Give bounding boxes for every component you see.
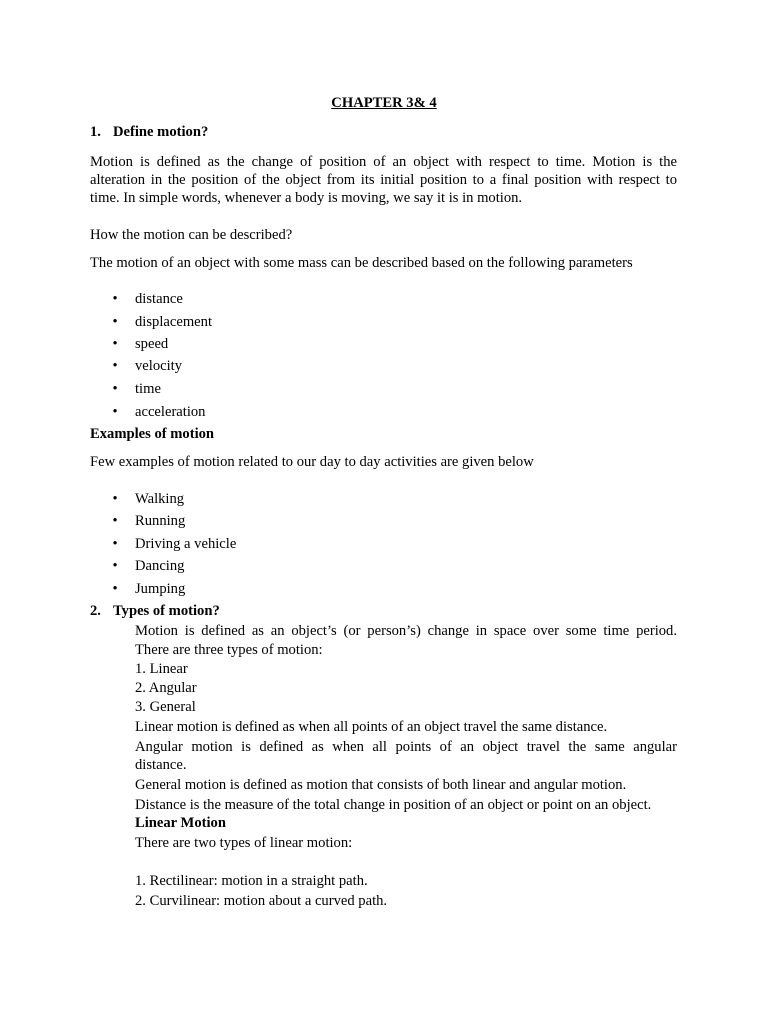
q1-paragraph-line-3: time. In simple words, whenever a body is moving, we say it is in motion. [90,190,523,206]
list-item: Walking [135,491,185,507]
bullet-icon: • [112,358,118,374]
list-item: displacement [135,314,212,330]
bullet-icon: • [112,314,118,330]
bullet-icon: • [112,513,118,529]
linear-motion-intro: There are two types of linear motion: [135,835,353,851]
parameters-intro: The motion of an object with some mass can be described based on the following parameters [90,255,633,271]
bullet-icon: • [112,291,118,307]
distance-definition: Distance is the measure of the total change in position of an object or point on an object. [135,797,652,813]
bullet-icon: • [112,491,118,507]
q1-number: 1. [90,124,101,140]
q1-heading: Define motion? [113,124,209,140]
q2-line-1: Motion is defined as an object’s (or person’s) change in space over some time period. [135,623,677,639]
bullet-icon: • [112,404,118,420]
examples-heading: Examples of motion [90,426,215,442]
q1-paragraph-line-1: Motion is defined as the change of position of an object with respect to time. Motion is the [90,154,677,170]
list-item: Driving a vehicle [135,536,237,552]
bullet-icon: • [112,558,118,574]
motion-type-item: 2. Angular [135,680,197,696]
bullet-icon: • [112,536,118,552]
list-item: time [135,381,161,397]
linear-type-item: 1. Rectilinear: motion in a straight path. [135,873,368,889]
motion-type-item: 3. General [135,699,196,715]
list-item: Dancing [135,558,185,574]
motion-type-item: 1. Linear [135,661,188,677]
bullet-icon: • [112,336,118,352]
q2-heading: Types of motion? [113,603,220,619]
list-item: velocity [135,358,183,374]
list-item: Running [135,513,186,529]
angular-definition-line-1: Angular motion is defined as when all points of an object travel the same angular [135,739,677,755]
bullet-icon: • [112,581,118,597]
motion-description-question: How the motion can be described? [90,227,293,243]
bullet-icon: • [112,381,118,397]
list-item: Jumping [135,581,186,597]
linear-type-item: 2. Curvilinear: motion about a curved path. [135,893,388,909]
q2-line-2: There are three types of motion: [135,642,323,658]
chapter-title: CHAPTER 3& 4 [331,95,437,111]
list-item: speed [135,336,169,352]
q1-paragraph-line-2: alteration in the position of the object from its initial position to a final position with respect to [90,172,677,188]
q2-number: 2. [90,603,101,619]
list-item: acceleration [135,404,206,420]
linear-definition: Linear motion is defined as when all points of an object travel the same distance. [135,719,608,735]
angular-definition-line-2: distance. [135,757,187,773]
linear-motion-heading: Linear Motion [135,815,226,831]
list-item: distance [135,291,183,307]
examples-intro: Few examples of motion related to our day to day activities are given below [90,454,534,470]
general-definition: General motion is defined as motion that consists of both linear and angular motion. [135,777,627,793]
